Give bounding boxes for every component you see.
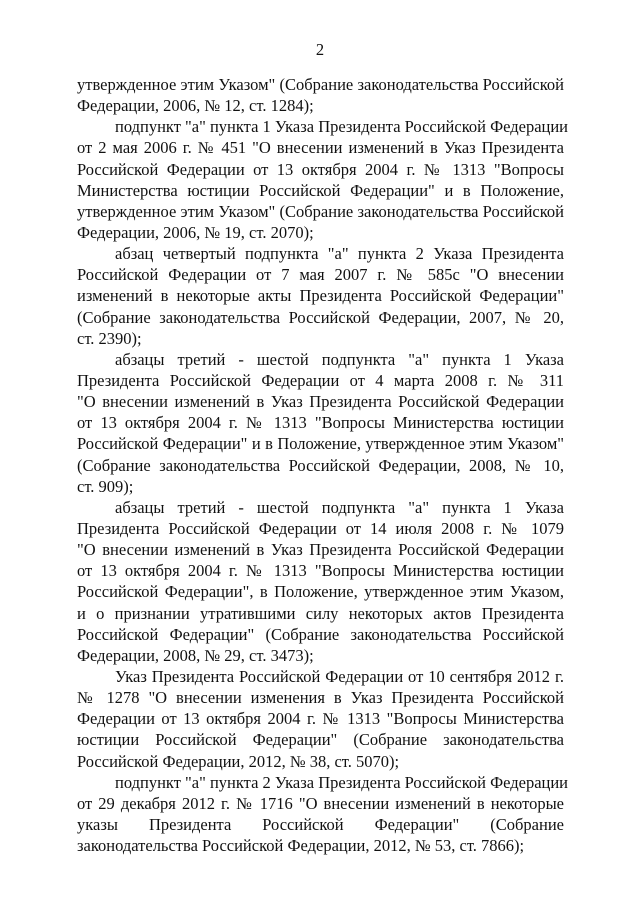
text-line: от 2 мая 2006 г. № 451 "О внесении изменений в Указ Президента xyxy=(77,138,564,158)
text-line: Российской Федерации от 7 мая 2007 г. № 585с "О внесении xyxy=(77,265,564,285)
text-line: законодательства Российской Федерации, 2012, № 53, ст. 7866); xyxy=(77,836,525,856)
text-line: от 13 октября 2004 г. № 1313 "Вопросы Министерства юстиции xyxy=(77,413,564,433)
text-line: от 13 октября 2004 г. № 1313 "Вопросы Министерства юстиции xyxy=(77,561,564,581)
text-line: Российской Федерации" (Собрание законодательства Российской xyxy=(77,624,564,644)
text-line: Федерации от 13 октября 2004 г. № 1313 "Вопросы Министерства xyxy=(77,709,564,729)
text-line: Министерства юстиции Российской Федерации" и в Положение, xyxy=(77,180,564,200)
paragraph-first-line: Указ Президента Российской Федерации от 10 сентября 2012 г. xyxy=(115,666,564,686)
text-line: Федерации, 2008, № 29, ст. 3473); xyxy=(77,645,314,665)
text-line: и о признании утратившими силу некоторых актов Президента xyxy=(77,603,564,623)
paragraph-first-line: абзацы третий - шестой подпункта "а" пункта 1 Указа xyxy=(115,349,564,369)
text-line: от 29 декабря 2012 г. № 1716 "О внесении изменений в некоторые xyxy=(77,793,564,813)
text-line: Российской Федерации" и в Положение, утвержденное этим Указом" xyxy=(77,434,564,454)
paragraph-first-line: подпункт "а" пункта 1 Указа Президента Российской Федерации xyxy=(115,117,569,137)
text-line: (Собрание законодательства Российской Федерации, 2007, № 20, xyxy=(77,307,564,327)
text-line: Федерации, 2006, № 19, ст. 2070); xyxy=(77,222,314,242)
text-line: утвержденное этим Указом" (Собрание законодательства Российской xyxy=(77,201,564,221)
paragraph-first-line: абзац четвертый подпункта "а" пункта 2 Указа Президента xyxy=(115,244,564,264)
text-line: изменений в некоторые акты Президента Российской Федерации" xyxy=(77,286,564,306)
paragraph-first-line: абзацы третий - шестой подпункта "а" пункта 1 Указа xyxy=(115,497,564,517)
text-line: Президента Российской Федерации от 14 июля 2008 г. № 1079 xyxy=(77,518,564,538)
text-line: Федерации, 2006, № 12, ст. 1284); xyxy=(77,96,314,116)
text-line: (Собрание законодательства Российской Федерации, 2008, № 10, xyxy=(77,455,564,475)
text-line: ст. 909); xyxy=(77,476,134,496)
text-line: утвержденное этим Указом" (Собрание законодательства Российской xyxy=(77,75,564,94)
text-line: "О внесении изменений в Указ Президента Российской Федерации xyxy=(77,540,564,560)
page-number: 2 xyxy=(315,40,325,59)
document-body xyxy=(77,74,569,856)
text-line: указы Президента Российской Федерации" (Собрание xyxy=(77,814,564,834)
text-line: ст. 2390); xyxy=(77,328,142,348)
text-line: Российской Федерации", в Положение, утвержденное этим Указом, xyxy=(77,582,564,602)
text-line: № 1278 "О внесении изменения в Указ Президента Российской xyxy=(77,688,564,708)
text-line: "О внесении изменений в Указ Президента Российской Федерации xyxy=(77,392,564,412)
text-line: юстиции Российской Федерации" (Собрание законодательства xyxy=(77,730,564,750)
text-line: Президента Российской Федерации от 4 марта 2008 г. № 311 xyxy=(77,370,564,390)
paragraph-first-line: подпункт "а" пункта 2 Указа Президента Российской Федерации xyxy=(115,772,569,792)
text-line: Российской Федерации, 2012, № 38, ст. 5070); xyxy=(77,751,400,771)
text-line: Российской Федерации от 13 октября 2004 г. № 1313 "Вопросы xyxy=(77,159,564,179)
